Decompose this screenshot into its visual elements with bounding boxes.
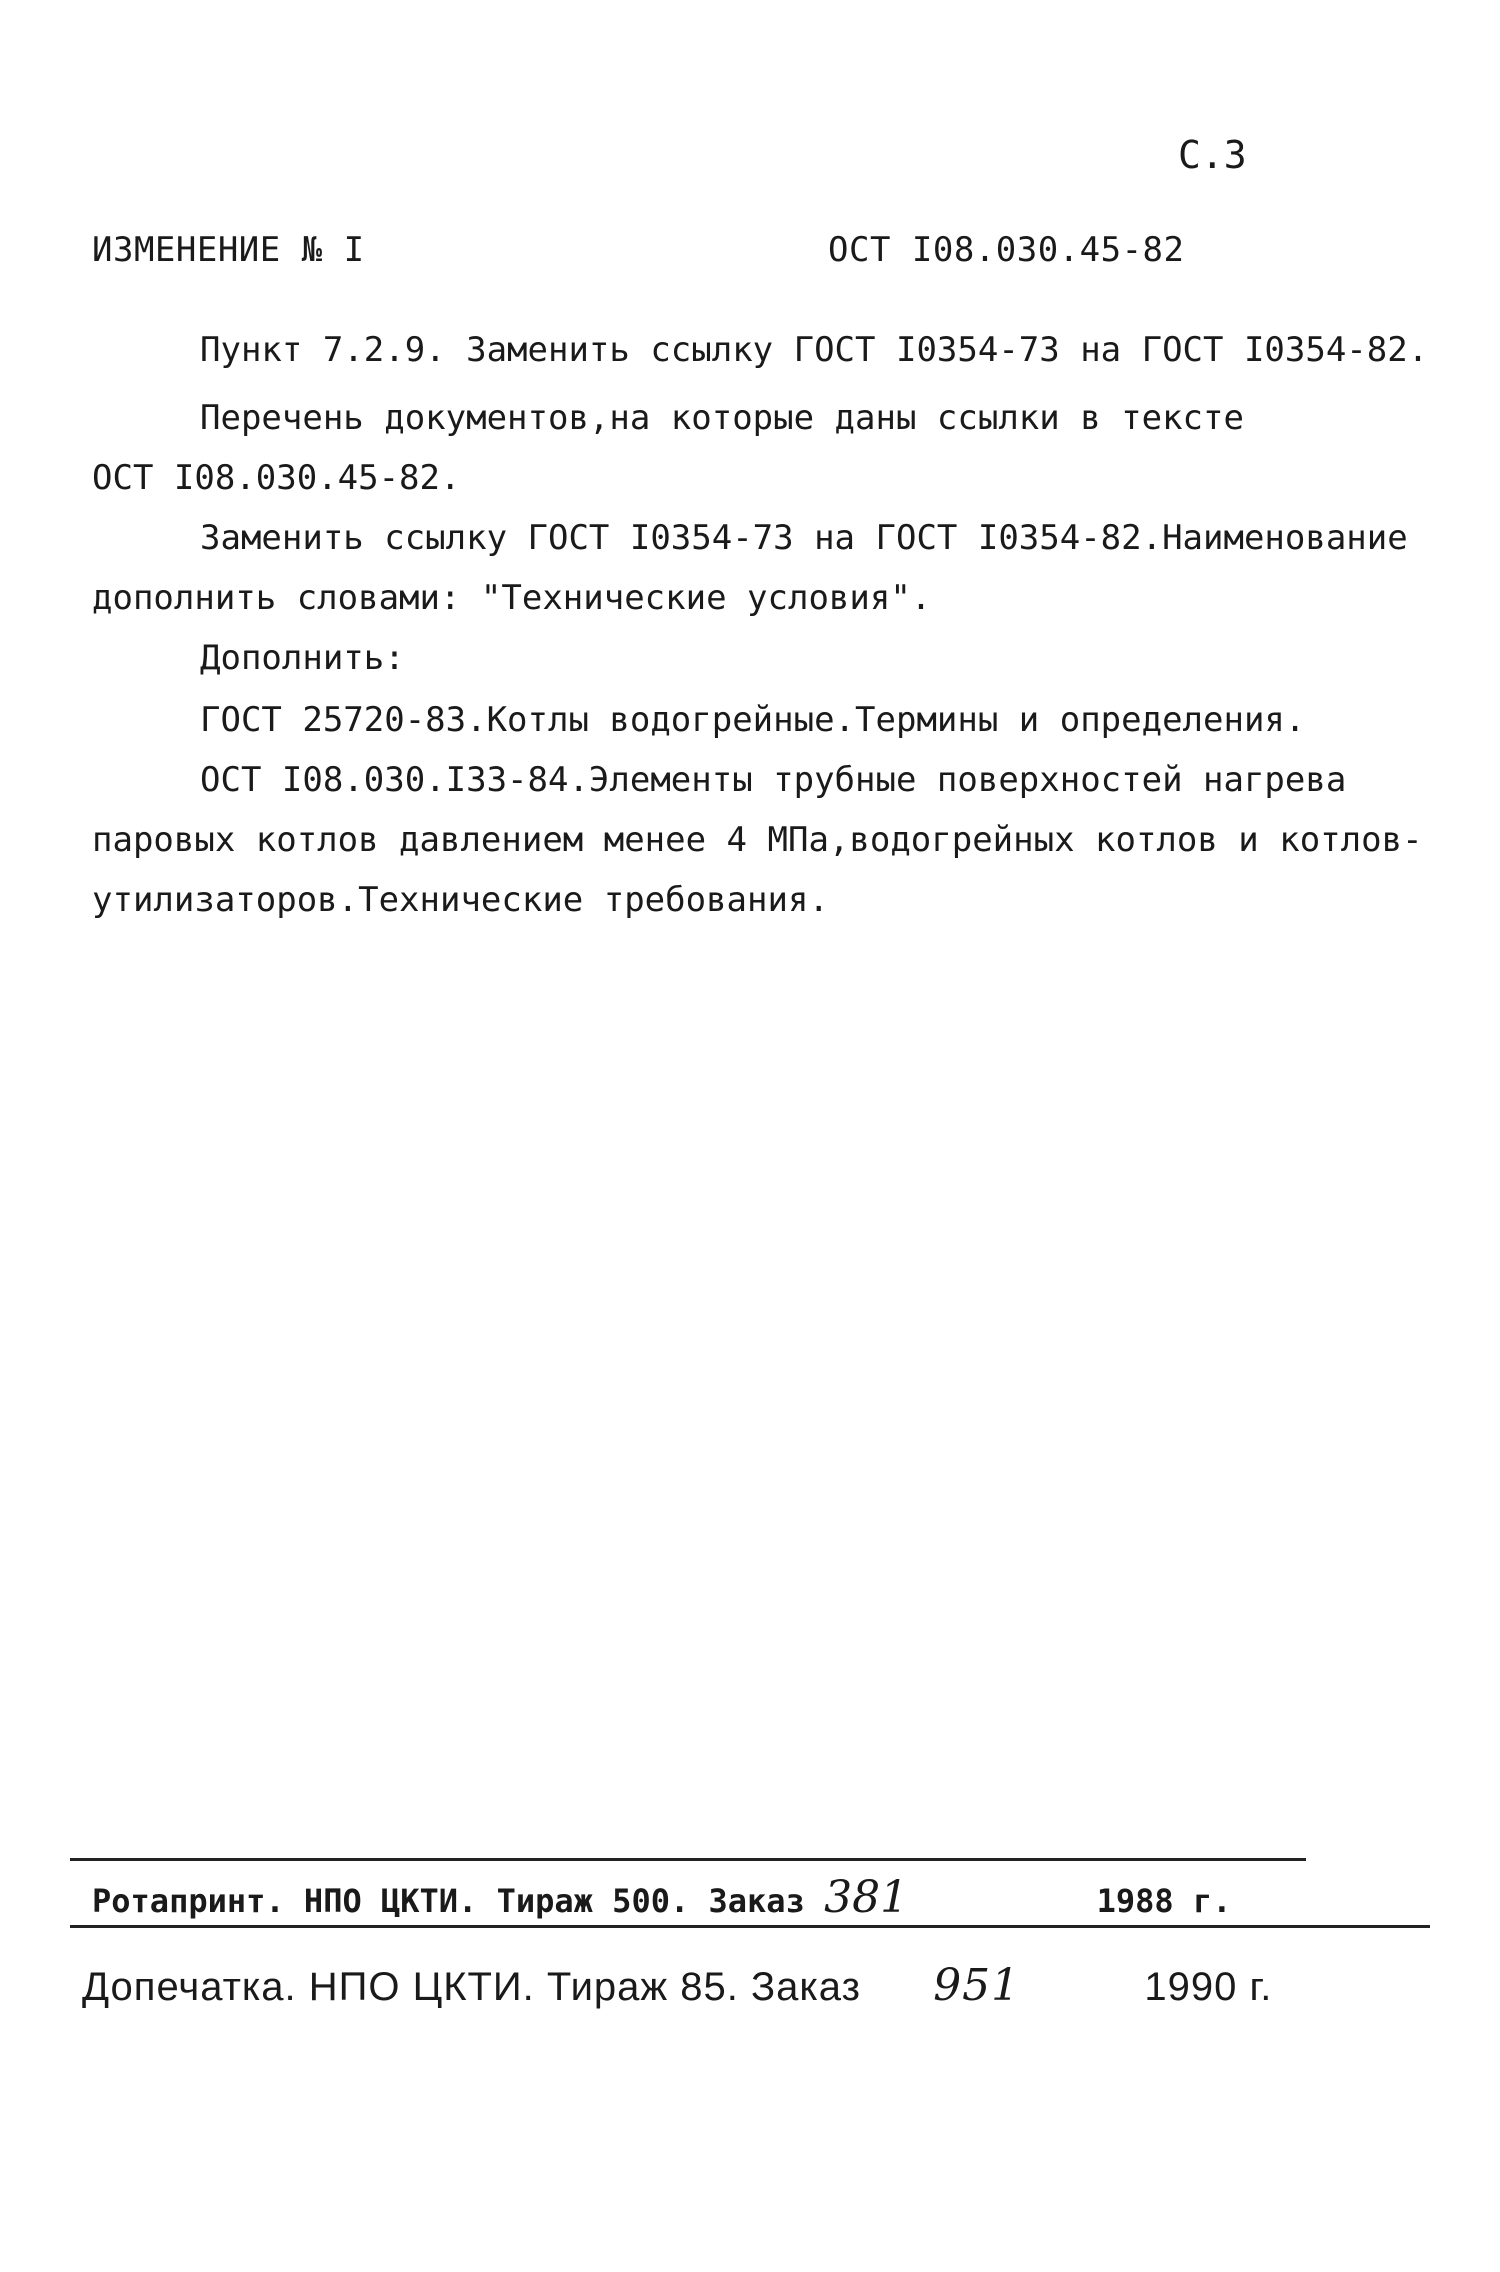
imprint-rotaprint — [92, 1872, 1231, 1923]
body-line: ГОСТ 25720-83.Котлы водогрейные.Термины и определения. — [200, 700, 1306, 740]
top-rule — [70, 1858, 1306, 1861]
imprint-rotaprint-text: Ротапринт. НПО ЦКТИ. Тираж 500. Заказ — [92, 1882, 805, 1920]
standard-code: ОСТ I08.030.45-82 — [828, 230, 1185, 270]
body-line: утилизаторов.Технические требования. — [92, 880, 829, 920]
imprint-reprint-text: Допечатка. НПО ЦКТИ. Тираж 85. Заказ — [82, 1965, 861, 2009]
page-number: С.3 — [1178, 133, 1247, 177]
imprint-rotaprint-order: 381 — [824, 1872, 909, 1923]
imprint-rotaprint-year: 1988 г. — [1096, 1882, 1232, 1920]
body-line: ОСТ I08.030.45-82. — [92, 458, 461, 498]
body-line: Заменить ссылку ГОСТ I0354-73 на ГОСТ I0354-82.Наименование — [200, 518, 1408, 558]
body-line: дополнить словами: "Технические условия". — [92, 578, 932, 618]
body-line: паровых котлов давлением менее 4 МПа,водогрейных котлов и котлов- — [92, 820, 1423, 860]
imprint-reprint — [82, 1960, 1272, 2011]
body-line: Пункт 7.2.9. Заменить ссылку ГОСТ I0354-73 на ГОСТ I0354-82. — [200, 330, 1429, 370]
imprint-reprint-year: 1990 г. — [1144, 1965, 1273, 2009]
body-line: Дополнить: — [200, 638, 405, 678]
imprint-reprint-order: 951 — [933, 1960, 1021, 2011]
body-line: ОСТ I08.030.I33-84.Элементы трубные поверхностей нагрева — [200, 760, 1347, 800]
change-label: ИЗМЕНЕНИЕ № I — [92, 230, 365, 270]
body-line: Перечень документов,на которые даны ссылки в тексте — [200, 398, 1244, 438]
middle-rule — [70, 1925, 1430, 1928]
